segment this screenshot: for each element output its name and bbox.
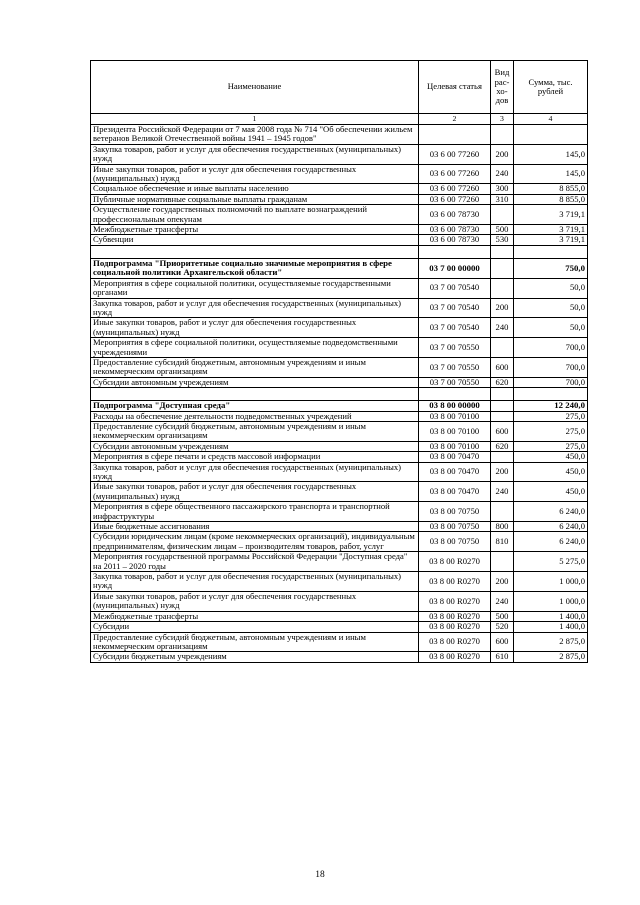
cell-name: Мероприятия в сфере общественного пассажирского транспорта и транспортной инфраструктуры	[91, 502, 419, 522]
cell-expense-type	[491, 125, 514, 145]
subprogram-row	[91, 401, 588, 411]
cell-name: Социальное обеспечение и иные выплаты населению	[91, 184, 419, 194]
cell-sum: 2 875,0	[514, 652, 588, 662]
cell-expense-type: 240	[491, 318, 514, 338]
cell-target-article: 03 6 00 77260	[419, 144, 491, 164]
cell-name: Закупка товаров, работ и услуг для обеспечения государственных (муниципальных) нужд	[91, 144, 419, 164]
table-row	[91, 411, 588, 421]
cell-target-article: 03 7 00 00000	[419, 258, 491, 278]
cell-expense-type: 200	[491, 298, 514, 318]
cell-expense-type	[491, 205, 514, 225]
table-row	[91, 502, 588, 522]
cell-name: Иные закупки товаров, работ и услуг для обеспечения государственных (муниципальных) нужд	[91, 591, 419, 611]
table-row	[91, 572, 588, 592]
cell-sum	[514, 388, 588, 401]
cell-expense-type: 200	[491, 144, 514, 164]
table-row	[91, 205, 588, 225]
cell-name: Подпрограмма "Приоритетные социально значимые мероприятия в сфере социальной политики Архангельской области"	[91, 258, 419, 278]
column-number-row	[91, 114, 588, 125]
subprogram-row	[91, 258, 588, 278]
cell-sum: 6 240,0	[514, 532, 588, 552]
header-expense-type: Вид рас-хо-дов	[491, 61, 514, 114]
cell-sum: 2 875,0	[514, 632, 588, 652]
cell-name: Закупка товаров, работ и услуг для обеспечения государственных (муниципальных) нужд	[91, 462, 419, 482]
cell-sum: 450,0	[514, 462, 588, 482]
cell-expense-type: 240	[491, 164, 514, 184]
cell-expense-type: 520	[491, 622, 514, 632]
cell-name	[91, 388, 419, 401]
cell-expense-type: 500	[491, 611, 514, 621]
cell-target-article: 03 8 00 R0270	[419, 611, 491, 621]
cell-target-article: 03 8 00 R0270	[419, 632, 491, 652]
table-row	[91, 462, 588, 482]
cell-sum: 450,0	[514, 482, 588, 502]
cell-target-article: 03 6 00 78730	[419, 225, 491, 235]
cell-name: Субсидии автономным учреждениям	[91, 441, 419, 451]
cell-sum: 1 000,0	[514, 591, 588, 611]
cell-target-article: 03 6 00 77260	[419, 164, 491, 184]
table-header-row	[91, 61, 588, 114]
cell-target-article: 03 7 00 70550	[419, 338, 491, 358]
cell-target-article: 03 6 00 77260	[419, 184, 491, 194]
cell-expense-type: 530	[491, 235, 514, 245]
header-name: Наименование	[91, 61, 419, 114]
cell-target-article: 03 6 00 78730	[419, 205, 491, 225]
cell-target-article: 03 8 00 R0270	[419, 591, 491, 611]
cell-name: Иные бюджетные ассигнования	[91, 522, 419, 532]
column-number: 2	[419, 114, 491, 125]
table-row	[91, 591, 588, 611]
cell-expense-type: 620	[491, 377, 514, 387]
table-row	[91, 652, 588, 662]
column-number: 1	[91, 114, 419, 125]
cell-expense-type	[491, 245, 514, 258]
cell-expense-type: 240	[491, 482, 514, 502]
table-row	[91, 421, 588, 441]
cell-sum: 275,0	[514, 411, 588, 421]
budget-table	[90, 60, 588, 663]
page-number: 18	[315, 870, 325, 880]
cell-expense-type	[491, 278, 514, 298]
cell-expense-type: 810	[491, 532, 514, 552]
cell-expense-type: 610	[491, 652, 514, 662]
cell-name: Осуществление государственных полномочий по выплате вознаграждений профессиональным опекунам	[91, 205, 419, 225]
cell-target-article: 03 7 00 70550	[419, 377, 491, 387]
cell-name: Субсидии автономным учреждениям	[91, 377, 419, 387]
table-row	[91, 357, 588, 377]
cell-expense-type	[491, 452, 514, 462]
cell-target-article: 03 7 00 70550	[419, 357, 491, 377]
cell-name: Расходы на обеспечение деятельности подведомственных учреждений	[91, 411, 419, 421]
table-row	[91, 338, 588, 358]
cell-target-article: 03 8 00 R0270	[419, 622, 491, 632]
spacer-row	[91, 245, 588, 258]
cell-expense-type: 200	[491, 462, 514, 482]
cell-target-article: 03 7 00 70540	[419, 298, 491, 318]
spacer-row	[91, 388, 588, 401]
cell-sum: 12 240,0	[514, 401, 588, 411]
cell-sum: 3 719,1	[514, 235, 588, 245]
cell-target-article: 03 6 00 78730	[419, 235, 491, 245]
cell-sum: 700,0	[514, 377, 588, 387]
cell-sum: 3 719,1	[514, 225, 588, 235]
cell-name: Предоставление субсидий бюджетным, автономным учреждениям и иным некоммерческим организациям	[91, 421, 419, 441]
cell-name: Закупка товаров, работ и услуг для обеспечения государственных (муниципальных) нужд	[91, 572, 419, 592]
header-target-article: Целевая статья	[419, 61, 491, 114]
table-row	[91, 622, 588, 632]
cell-sum: 1 000,0	[514, 572, 588, 592]
header-sum: Сумма, тыс. рублей	[514, 61, 588, 114]
cell-target-article: 03 8 00 70470	[419, 482, 491, 502]
cell-expense-type	[491, 388, 514, 401]
cell-target-article: 03 8 00 R0270	[419, 572, 491, 592]
cell-expense-type: 600	[491, 357, 514, 377]
cell-name: Субсидии юридическим лицам (кроме некоммерческих организаций), индивидуальным предпринимателям, физическим лицам – производителям товаров, работ, услуг	[91, 532, 419, 552]
cell-target-article: 03 6 00 77260	[419, 194, 491, 204]
cell-sum: 700,0	[514, 357, 588, 377]
cell-target-article: 03 8 00 70750	[419, 532, 491, 552]
cell-name: Субсидии	[91, 622, 419, 632]
cell-name: Предоставление субсидий бюджетным, автономным учреждениям и иным некоммерческим организациям	[91, 357, 419, 377]
cell-sum: 1 400,0	[514, 611, 588, 621]
table-row	[91, 632, 588, 652]
table-row	[91, 611, 588, 621]
cell-expense-type	[491, 502, 514, 522]
cell-name: Субсидии бюджетным учреждениям	[91, 652, 419, 662]
cell-sum: 50,0	[514, 318, 588, 338]
budget-document	[90, 60, 587, 663]
cell-name: Мероприятия в сфере социальной политики, осуществляемые государственными органами	[91, 278, 419, 298]
cell-name: Публичные нормативные социальные выплаты гражданам	[91, 194, 419, 204]
cell-sum	[514, 125, 588, 145]
cell-name: Иные закупки товаров, работ и услуг для обеспечения государственных (муниципальных) нужд	[91, 482, 419, 502]
cell-name: Мероприятия в сфере социальной политики, осуществляемые подведомственными учреждениями	[91, 338, 419, 358]
cell-sum	[514, 245, 588, 258]
cell-sum: 6 240,0	[514, 502, 588, 522]
cell-target-article: 03 8 00 70100	[419, 421, 491, 441]
cell-expense-type: 620	[491, 441, 514, 451]
cell-name: Межбюджетные трансферты	[91, 611, 419, 621]
table-row	[91, 298, 588, 318]
table-row	[91, 552, 588, 572]
cell-target-article: 03 8 00 70750	[419, 522, 491, 532]
table-row	[91, 278, 588, 298]
cell-sum: 145,0	[514, 144, 588, 164]
cell-name: Иные закупки товаров, работ и услуг для обеспечения государственных (муниципальных) нужд	[91, 164, 419, 184]
cell-sum: 450,0	[514, 452, 588, 462]
cell-expense-type: 800	[491, 522, 514, 532]
table-row	[91, 318, 588, 338]
cell-expense-type: 200	[491, 572, 514, 592]
table-row	[91, 184, 588, 194]
column-number: 4	[514, 114, 588, 125]
column-number: 3	[491, 114, 514, 125]
table-row	[91, 377, 588, 387]
cell-name: Предоставление субсидий бюджетным, автономным учреждениям и иным некоммерческим организациям	[91, 632, 419, 652]
cell-target-article: 03 8 00 70100	[419, 411, 491, 421]
cell-sum: 8 855,0	[514, 194, 588, 204]
cell-expense-type	[491, 552, 514, 572]
cell-name: Мероприятия государственной программы Российской Федерации "Доступная среда" на 2011 – 2020 годы	[91, 552, 419, 572]
cell-target-article: 03 8 00 70750	[419, 502, 491, 522]
cell-sum: 275,0	[514, 421, 588, 441]
table-row	[91, 225, 588, 235]
table-row	[91, 125, 588, 145]
cell-target-article: 03 8 00 00000	[419, 401, 491, 411]
cell-expense-type	[491, 401, 514, 411]
table-row	[91, 452, 588, 462]
cell-sum: 700,0	[514, 338, 588, 358]
cell-name: Закупка товаров, работ и услуг для обеспечения государственных (муниципальных) нужд	[91, 298, 419, 318]
cell-expense-type	[491, 258, 514, 278]
cell-sum: 50,0	[514, 278, 588, 298]
cell-sum: 6 240,0	[514, 522, 588, 532]
cell-sum: 3 719,1	[514, 205, 588, 225]
cell-target-article: 03 8 00 R0270	[419, 552, 491, 572]
cell-sum: 750,0	[514, 258, 588, 278]
cell-expense-type: 600	[491, 421, 514, 441]
cell-target-article	[419, 125, 491, 145]
cell-expense-type: 240	[491, 591, 514, 611]
cell-expense-type	[491, 338, 514, 358]
cell-expense-type: 300	[491, 184, 514, 194]
cell-sum: 50,0	[514, 298, 588, 318]
cell-name: Подпрограмма "Доступная среда"	[91, 401, 419, 411]
cell-expense-type	[491, 411, 514, 421]
cell-sum: 145,0	[514, 164, 588, 184]
cell-name: Субвенции	[91, 235, 419, 245]
cell-name	[91, 245, 419, 258]
table-row	[91, 522, 588, 532]
cell-expense-type: 500	[491, 225, 514, 235]
cell-name: Иные закупки товаров, работ и услуг для обеспечения государственных (муниципальных) нужд	[91, 318, 419, 338]
table-row	[91, 235, 588, 245]
table-row	[91, 144, 588, 164]
cell-name: Мероприятия в сфере печати и средств массовой информации	[91, 452, 419, 462]
cell-target-article: 03 8 00 70470	[419, 462, 491, 482]
cell-sum: 8 855,0	[514, 184, 588, 194]
cell-target-article: 03 7 00 70540	[419, 318, 491, 338]
cell-target-article: 03 7 00 70540	[419, 278, 491, 298]
cell-sum: 5 275,0	[514, 552, 588, 572]
cell-target-article	[419, 388, 491, 401]
table-row	[91, 194, 588, 204]
cell-name: Межбюджетные трансферты	[91, 225, 419, 235]
cell-sum: 275,0	[514, 441, 588, 451]
table-row	[91, 482, 588, 502]
cell-target-article: 03 8 00 70470	[419, 452, 491, 462]
cell-target-article: 03 8 00 R0270	[419, 652, 491, 662]
cell-target-article	[419, 245, 491, 258]
cell-name: Президента Российской Федерации от 7 мая 2008 года № 714 "Об обеспечении жильем ветеранов Великой Отечественной войны 1941 – 1945 годов"	[91, 125, 419, 145]
table-row	[91, 532, 588, 552]
cell-expense-type: 600	[491, 632, 514, 652]
cell-target-article: 03 8 00 70100	[419, 441, 491, 451]
table-row	[91, 164, 588, 184]
table-body	[91, 125, 588, 663]
table-row	[91, 441, 588, 451]
cell-sum: 1 400,0	[514, 622, 588, 632]
cell-expense-type: 310	[491, 194, 514, 204]
